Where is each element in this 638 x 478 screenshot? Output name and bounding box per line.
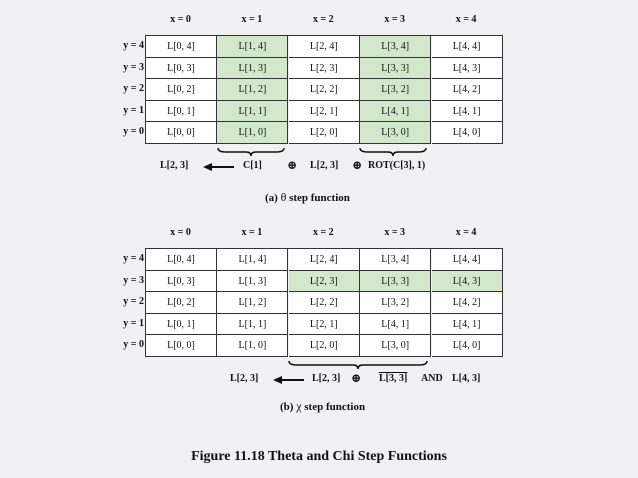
lane-cell: L[0, 4] [146,36,217,58]
chi-caption: (b) χ step function [280,399,366,413]
lane-cell: L[3, 2] [360,79,431,101]
lane-cell: L[1, 2] [217,292,288,314]
lane-cell: L[1, 1] [217,101,288,123]
lane-cell: L[3, 2] [360,292,431,314]
lane-cell: L[4, 1] [432,101,503,123]
column-header: x = 1 [241,14,263,25]
lane-cell: L[4, 3] [432,271,503,293]
lane-cell: L[0, 1] [146,101,217,123]
theta-rot: ROT(C[3], 1) [368,160,426,171]
lane-cell: L[2, 4] [289,249,360,271]
lane-cell: L[4, 4] [432,249,503,271]
lane-cell: L[4, 3] [432,58,503,80]
column-header: x = 4 [455,227,477,238]
lane-cell: L[3, 0] [360,335,431,357]
lane-cell: L[4, 1] [432,314,503,336]
lane-cell: L[3, 3] [360,271,431,293]
row-header: y = 1 [123,104,144,116]
chi-lhs: L[2, 3] [230,373,259,384]
lane-cell: L[4, 1] [360,314,431,336]
column-header: x = 0 [170,14,191,25]
brace-column-3 [358,147,428,157]
left-arrow-icon [203,162,235,172]
lane-cell: L[4, 2] [432,292,503,314]
lane-cell: L[3, 0] [360,122,431,144]
chi-overline: L[3, 3] [379,373,408,384]
left-arrow-icon [273,375,305,385]
lane-cell: L[1, 3] [217,271,288,293]
row-header: y = 0 [123,339,144,351]
lane-cell: L[2, 1] [289,101,360,123]
theta-c1: C[1] [243,160,262,171]
lane-cell: L[1, 4] [217,36,288,58]
column-header: x = 0 [170,227,191,238]
lane-cell: L[2, 4] [289,36,360,58]
chi-last: L[4, 3] [452,373,481,384]
lane-cell: L[1, 4] [217,249,288,271]
lane-cell: L[0, 0] [146,335,217,357]
chi-grid [145,248,503,357]
theta-caption: (a) θ step function [265,190,350,204]
lane-cell: L[4, 4] [432,36,503,58]
lane-cell: L[0, 3] [146,271,217,293]
lane-cell: L[1, 3] [217,58,288,80]
lane-cell: L[1, 1] [217,314,288,336]
lane-cell: L[3, 4] [360,36,431,58]
lane-cell: L[1, 0] [217,335,288,357]
row-header: y = 3 [123,61,144,73]
lane-cell: L[0, 2] [146,79,217,101]
brace-columns-2-3 [287,360,429,370]
column-header: x = 1 [241,227,263,238]
lane-cell: L[0, 0] [146,122,217,144]
column-header: x = 2 [312,14,334,25]
xor-icon: ⊕ [351,371,362,385]
column-header: x = 2 [312,227,334,238]
lane-cell: L[1, 2] [217,79,288,101]
theta-panel [0,10,638,210]
lane-cell: L[2, 1] [289,314,360,336]
xor-icon: ⊕ [287,158,298,172]
xor-icon: ⊕ [352,158,363,172]
lane-cell: L[0, 1] [146,314,217,336]
brace-column-1 [216,147,286,157]
row-header: y = 2 [123,296,144,308]
figure-title: Figure 11.18 Theta and Chi Step Functions [191,449,447,464]
row-header: y = 0 [123,126,144,138]
theta-lhs: L[2, 3] [160,160,189,171]
lane-cell: L[2, 2] [289,292,360,314]
row-header: y = 4 [123,253,144,264]
lane-cell: L[2, 0] [289,122,360,144]
lane-cell: L[1, 0] [217,122,288,144]
column-header: x = 3 [384,14,406,25]
column-header: x = 4 [455,14,477,25]
lane-cell: L[4, 0] [432,122,503,144]
lane-cell: L[2, 0] [289,335,360,357]
lane-cell: L[2, 3] [289,58,360,80]
lane-cell: L[0, 4] [146,249,217,271]
lane-cell: L[4, 1] [360,101,431,123]
lane-cell: L[4, 0] [432,335,503,357]
lane-cell: L[0, 3] [146,58,217,80]
row-header: y = 4 [123,40,144,51]
chi-panel [0,223,638,423]
row-header: y = 2 [123,83,144,95]
lane-cell: L[2, 2] [289,79,360,101]
row-header: y = 1 [123,317,144,329]
lane-cell: L[3, 4] [360,249,431,271]
and-label: AND [421,373,443,384]
lane-cell: L[2, 3] [289,271,360,293]
theta-grid [145,35,503,144]
lane-cell: L[4, 2] [432,79,503,101]
theta-mid: L[2, 3] [310,160,339,171]
column-header: x = 3 [384,227,406,238]
row-header: y = 3 [123,274,144,286]
lane-cell: L[0, 2] [146,292,217,314]
chi-mid: L[2, 3] [312,373,341,384]
lane-cell: L[3, 3] [360,58,431,80]
